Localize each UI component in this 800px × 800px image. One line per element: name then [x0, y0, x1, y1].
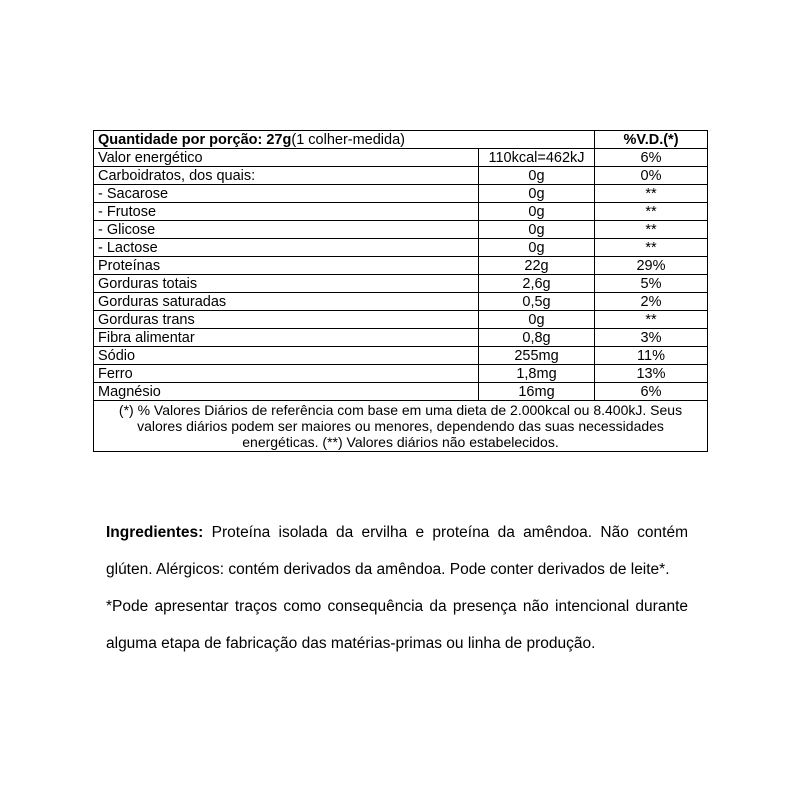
nutrient-daily-value: 11%: [595, 347, 708, 365]
portion-header: [94, 131, 595, 149]
nutrient-daily-value: 2%: [595, 293, 708, 311]
nutrient-daily-value: 6%: [595, 149, 708, 167]
footnote-row: [94, 401, 708, 452]
nutrient-name: Proteínas: [94, 257, 479, 275]
table-row: [94, 293, 708, 311]
nutrient-amount: 16mg: [479, 383, 595, 401]
ingredients-label: Ingredientes:: [106, 524, 204, 541]
nutrient-name: Gorduras totais: [94, 275, 479, 293]
nutrient-name: Gorduras trans: [94, 311, 479, 329]
nutrient-name: Magnésio: [94, 383, 479, 401]
nutrient-name: - Glicose: [94, 221, 479, 239]
nutrient-daily-value: 6%: [595, 383, 708, 401]
nutrient-amount: 255mg: [479, 347, 595, 365]
table-row: [94, 365, 708, 383]
nutrition-table-body: [94, 131, 708, 452]
ingredients-section: [106, 514, 688, 662]
nutrient-daily-value: 3%: [595, 329, 708, 347]
nutrient-name: - Sacarose: [94, 185, 479, 203]
nutrient-daily-value: **: [595, 221, 708, 239]
nutrient-name: - Lactose: [94, 239, 479, 257]
table-row: [94, 203, 708, 221]
nutrient-daily-value: **: [595, 185, 708, 203]
nutrient-amount: 0g: [479, 203, 595, 221]
nutrient-amount: 110kcal=462kJ: [479, 149, 595, 167]
table-footnote: (*) % Valores Diários de referência com base em uma dieta de 2.000kcal ou 8.400kJ. Seus valores diários podem ser maiores ou menores, dependendo das suas necessidades energéticas. (**) Valores diários não estabelecidos.: [94, 401, 708, 452]
nutrient-amount: 22g: [479, 257, 595, 275]
nutrient-amount: 0g: [479, 167, 595, 185]
table-row: [94, 221, 708, 239]
nutrient-amount: 0g: [479, 239, 595, 257]
nutrient-name: Sódio: [94, 347, 479, 365]
table-header-row: [94, 131, 708, 149]
nutrient-name: Fibra alimentar: [94, 329, 479, 347]
nutrient-daily-value: 5%: [595, 275, 708, 293]
nutrient-daily-value: 0%: [595, 167, 708, 185]
table-row: [94, 167, 708, 185]
nutrient-amount: 2,6g: [479, 275, 595, 293]
nutrient-daily-value: **: [595, 203, 708, 221]
nutrient-daily-value: **: [595, 311, 708, 329]
nutrition-facts-table: [93, 130, 708, 452]
table-row: [94, 275, 708, 293]
nutrient-daily-value: 13%: [595, 365, 708, 383]
table-row: [94, 383, 708, 401]
traces-note: *Pode apresentar traços como consequência da presença não intencional durante alguma etapa de fabricação das matérias-primas ou linha de produção.: [106, 598, 688, 652]
nutrient-amount: 0g: [479, 221, 595, 239]
nutrient-name: Valor energético: [94, 149, 479, 167]
table-row: [94, 185, 708, 203]
table-row: [94, 239, 708, 257]
nutrient-name: Carboidratos, dos quais:: [94, 167, 479, 185]
ingredients-paragraph: [106, 514, 688, 588]
nutrient-name: - Frutose: [94, 203, 479, 221]
nutrient-name: Ferro: [94, 365, 479, 383]
nutrient-amount: 0g: [479, 185, 595, 203]
table-row: [94, 347, 708, 365]
nutrient-daily-value: 29%: [595, 257, 708, 275]
nutrient-name: Gorduras saturadas: [94, 293, 479, 311]
nutrient-amount: 0g: [479, 311, 595, 329]
table-row: [94, 149, 708, 167]
table-row: [94, 311, 708, 329]
portion-detail: (1 colher-medida): [291, 131, 405, 148]
nutrient-amount: 0,5g: [479, 293, 595, 311]
table-row: [94, 257, 708, 275]
table-row: [94, 329, 708, 347]
portion-label: Quantidade por porção: 27g: [98, 131, 292, 148]
nutrient-amount: 0,8g: [479, 329, 595, 347]
nutrient-amount: 1,8mg: [479, 365, 595, 383]
nutrient-daily-value: **: [595, 239, 708, 257]
ingredients-text: Proteína isolada da ervilha e proteína da amêndoa. Não contém glúten. Alérgicos: contém derivados da amêndoa. Pode conter derivados de leite*.: [106, 524, 688, 578]
vd-header: %V.D.(*): [595, 131, 708, 149]
